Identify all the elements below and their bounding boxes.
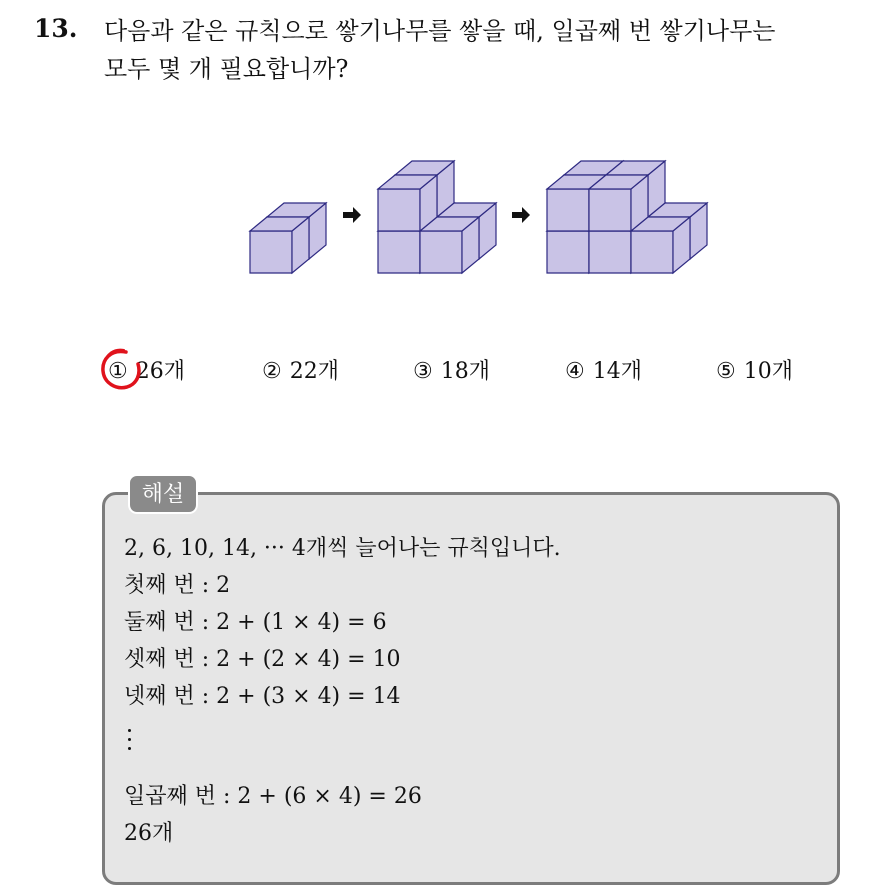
solution-line-2nd: 둘째 번 : 2 + (1 × 4) = 6 [124, 610, 387, 635]
solution-line-1st: 첫째 번 : 2 [124, 573, 231, 598]
choice-1-mark: ① [108, 359, 128, 384]
arrow-icon-1 [343, 207, 361, 223]
stage3-cube-8-front [547, 189, 589, 231]
vertical-ellipsis [124, 715, 824, 778]
solution-content [124, 530, 824, 852]
choice-4[interactable] [565, 352, 642, 392]
solution-answer: 26개 [124, 821, 174, 846]
choice-2[interactable] [262, 352, 339, 392]
question-number: 13. [34, 14, 78, 43]
stage3-cube-7-front [631, 231, 673, 273]
choice-2-mark: ② [262, 359, 282, 384]
choice-3[interactable] [413, 352, 490, 392]
solution-line-3rd: 셋째 번 : 2 + (2 × 4) = 10 [124, 647, 401, 672]
question-line-2: 모두 몇 개 필요합니까? [104, 55, 349, 83]
stage3-cube-5-front [547, 231, 589, 273]
question-text [104, 12, 864, 88]
choice-1-label: 26개 [135, 359, 185, 384]
stage3-cube-6-front [589, 231, 631, 273]
choice-4-mark: ④ [565, 359, 585, 384]
stage3-cube-9-front [589, 189, 631, 231]
stage2-cube-3-front [378, 231, 420, 273]
answer-circle-mark [96, 344, 146, 394]
stage2-cube-5-front [378, 189, 420, 231]
choice-3-label: 18개 [440, 359, 490, 384]
choice-4-label: 14개 [592, 359, 642, 384]
choice-5[interactable] [716, 352, 793, 392]
arrow-icon-2 [512, 207, 530, 223]
choice-5-mark: ⑤ [716, 359, 736, 384]
stage1-cube-1-front [250, 231, 292, 273]
choice-2-label: 22개 [289, 359, 339, 384]
question-line-1: 다음과 같은 규칙으로 쌓기나무를 쌓을 때, 일곱째 번 쌓기나무는 [104, 17, 776, 45]
solution-tab: 해설 [128, 474, 198, 514]
solution-line-rule: 2, 6, 10, 14, ··· 4개씩 늘어나는 규칙입니다. [124, 536, 561, 561]
stacked-cubes-figure [240, 145, 720, 280]
choice-5-label: 10개 [743, 359, 793, 384]
solution-line-4th: 넷째 번 : 2 + (3 × 4) = 14 [124, 684, 401, 709]
choice-3-mark: ③ [413, 359, 433, 384]
solution-line-7th: 일곱째 번 : 2 + (6 × 4) = 26 [124, 784, 422, 809]
stage2-cube-4-front [420, 231, 462, 273]
